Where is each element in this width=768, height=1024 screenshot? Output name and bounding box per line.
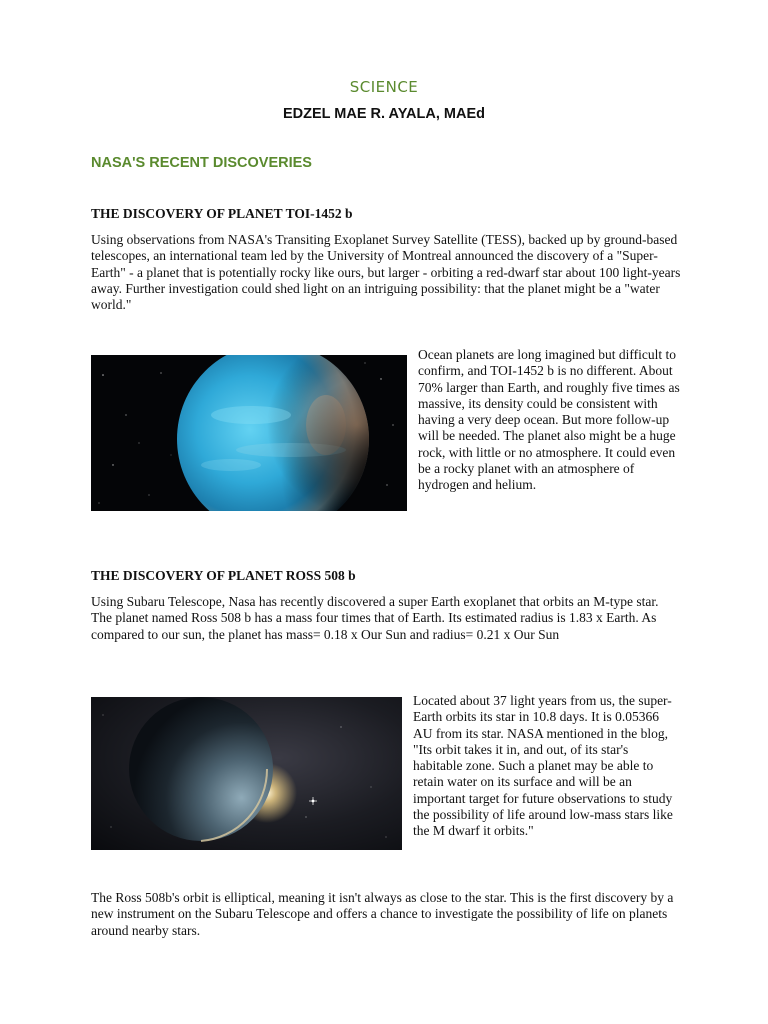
- super-earth-image: [91, 697, 402, 850]
- article-side-text-toi-1452b: Ocean planets are long imagined but difficult to confirm, and TOI-1452 b is no different. About 70% larger than Earth, and roughly five times as massive, its density could be consistent with having a very deep ocean. But more follow-up will be needed. The planet also might be a huge rock, with little or no atmosphere. It could even be a rocky planet with an atmosphere of hydrogen and helium.: [418, 347, 680, 493]
- ocean-planet-illustration: [91, 355, 407, 511]
- article-intro-ross-508b: Using Subaru Telescope, Nasa has recently discovered a super Earth exoplanet that orbits an M-type star. The planet named Ross 508 b has a mass four times that of Earth. Its estimated radius is 1.83 x Earth. As compared to our sun, the planet has mass= 0.18 x Our Sun and radius= 0.21 x Our Sun: [91, 594, 659, 642]
- author-name: EDZEL MAE R. AYALA, MAEd: [283, 106, 485, 122]
- feature-heading: NASA'S RECENT DISCOVERIES: [91, 155, 312, 171]
- section-label: SCIENCE: [349, 78, 419, 96]
- super-earth-illustration: [91, 697, 402, 850]
- article-closing-ross-508b: The Ross 508b's orbit is elliptical, meaning it isn't always as close to the star. This is the first discovery by a new instrument on the Subaru Telescope and offers a chance to investigate the possibility of life on planets around nearby stars.: [91, 890, 674, 938]
- ocean-planet-image: [91, 355, 407, 511]
- article-title-toi-1452b: THE DISCOVERY OF PLANET TOI-1452 b: [91, 206, 353, 221]
- article-intro-toi-1452b: Using observations from NASA's Transiting Exoplanet Survey Satellite (TESS), backed up by ground-based telescopes, an international team led by the University of Montreal announced the discovery of a "Super-Earth" - a planet that is potentially rocky like ours, but larger - orbiting a red-dwarf star about 100 light-years away. Further investigation could shed light on an intriguing possibility: that the planet might be a "water world.": [91, 232, 681, 313]
- article-title-ross-508b: THE DISCOVERY OF PLANET ROSS 508 b: [91, 568, 356, 583]
- article-side-text-ross-508b: Located about 37 light years from us, the super-Earth orbits its star in 10.8 days. It is 0.05366 AU from its star. NASA mentioned in the blog, "Its orbit takes it in, and out, of its star's habitable zone. Such a planet may be able to retain water on its surface and will be an important target for future observations to study the possibility of life around low-mass stars like the M dwarf it orbits.": [413, 693, 673, 839]
